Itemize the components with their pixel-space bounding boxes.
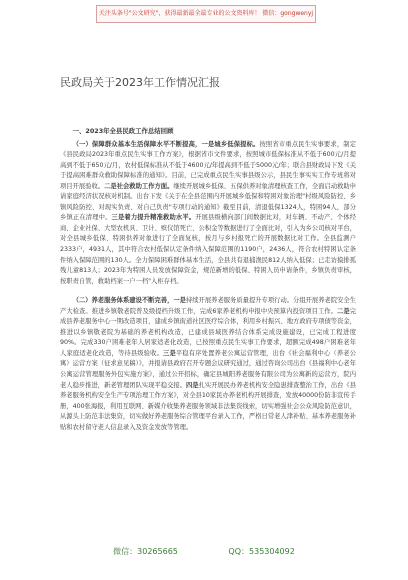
para-body: 按照省市重点民生实事要求，制定《县民政局2023年重点民生实事工作方案》，根据省市文件要求，按照城市低保标准从不低于600元/月提高到不低于650元/月，农村低保标准从不低于4600元/年提高到不低于5000元/年；联合县财政局下发《关于提高困难群众救助保障标准的通知》。目前，已完成重点民生实事县级公示，县民生事实实工作专班将对项目开展验收。 [60,140,357,190]
para-body: 继续开展城乡低保、五保供养对象清理核查工作，全面启动救助申请家庭经济状况核对机制。出台下发《关于在全县范围内开展城乡低保和特困对象治理"村级风险防控、乡镇风险防控、对现实负责、对自己负责"专项行动的通知》截至目前，清退低保1324人，特困94人，部分乡镇正在清理中。 [60,182,357,222]
para-lead: （二）养老服务体系建设不断完善，一是 [72,297,186,305]
para-body: 完成县养老服务中心一期改造项目，建成乡镇街道社区医疗综合体，利用乡村振兴、地方政府专项债等资金，推进以乡镇敬老院为基础的养老机构改造，已建成县域医养结合体系完成设施建设，已完成工程进度90%。完成330户困难老年人居家适老化改造，已按照重点民生实事工作要求，超额完成498户困难老年人家庭适老化改造，等待县级验收。 [60,307,356,357]
para-lead: 三是 [163,349,176,357]
promo-banner: 关注头条号"公文研究"，获得最新最全最专业的公文资料库！ 微信：gongwenyj [96,5,316,23]
para-body: 平稳有序处置养老公寓运营管理，出台《社会福利中心（养老公寓）运营方案（征求意见稿）》，并报请县政府召开专题会议研究通过，通过咨询公司出台《县福利中心老年公寓运营管理服务外包实施方案》，通过公开招标，确定县城阳养老服务有限公司为公寓新的运营方，院内老人稳步推进，新老管理团队实现平稳交接。 [60,349,357,389]
para-lead: 二是社会救助工作方面。 [104,182,174,190]
document-body [60,126,356,433]
section-heading: 一、2023年全县民政工作总结回顾 [72,127,174,135]
para-body: 持续开展养老服务质量提升专项行动。分组开展养老院安全生产大检查。推进乡镇敬老院普及级提档升级工作，完成6家养老机构申报中央预算内投资项目工作。 [60,297,357,315]
qq-contact: QQ：535304092 [228,547,295,556]
page-title: 民政局关于2023年工作情况汇报 [60,76,220,89]
contact-footer [0,546,408,557]
paragraph-basic-living [60,140,356,288]
para-lead: 三是着力提升精准救助水平。 [111,214,196,222]
wechat-contact: 微信：30265665 [113,547,178,556]
para-lead: （一）保障群众基本生活保障水平不断提高，一是城乡低保提标。 [72,140,260,148]
para-lead: 四是 [185,381,199,389]
para-body: 开展县级横向部门间数据比对，对车辆、不动产、个体经商、企业社保、大型农机具、卫计、殡仪馆死亡、公积金等数据进行了全面比对，引入为乡公司核对平台，对全县城乡低保、特困供养对象进行了全面复核，按月与乡村报死亡的开展数据比对工作。全县监测户2333户，4931人，其中符合农村低保认定条件纳入保障范围的1190户，2436人，符合农村特困认定条件纳入保障范围的130人。全力保障困难群体基本生活，全县共有退捕渔民812人纳入低保；已走访摸排孤残儿童813人；2023年为特困人员发放保障资金，规范新增的低保、特困人员申请条件，乡镇负责审核，按职责自管，救助档案一户一档"入柜存档。 [60,214,357,285]
para-lead: 二是 [337,307,350,315]
paragraph-elderly-care [60,296,356,433]
para-body: 扎实开展民办养老机构安全隐患排查整治工作，出台《县养老服务机构安全生产专项治理工作方案》，对全县10家民办养老机构开展排查，发放40000份防非宣传手册，400张海报，利用互联网、新媒介收集养老服务领域非法集资线索，切实增强社会公众风险防范意识，从源头上防范非法集资，切实做好养老服务综合管理平台录入工作，严格日常老人津补贴、基本养老服务补贴和农村留守老人信息录入及资金发放等管理。 [60,381,357,431]
